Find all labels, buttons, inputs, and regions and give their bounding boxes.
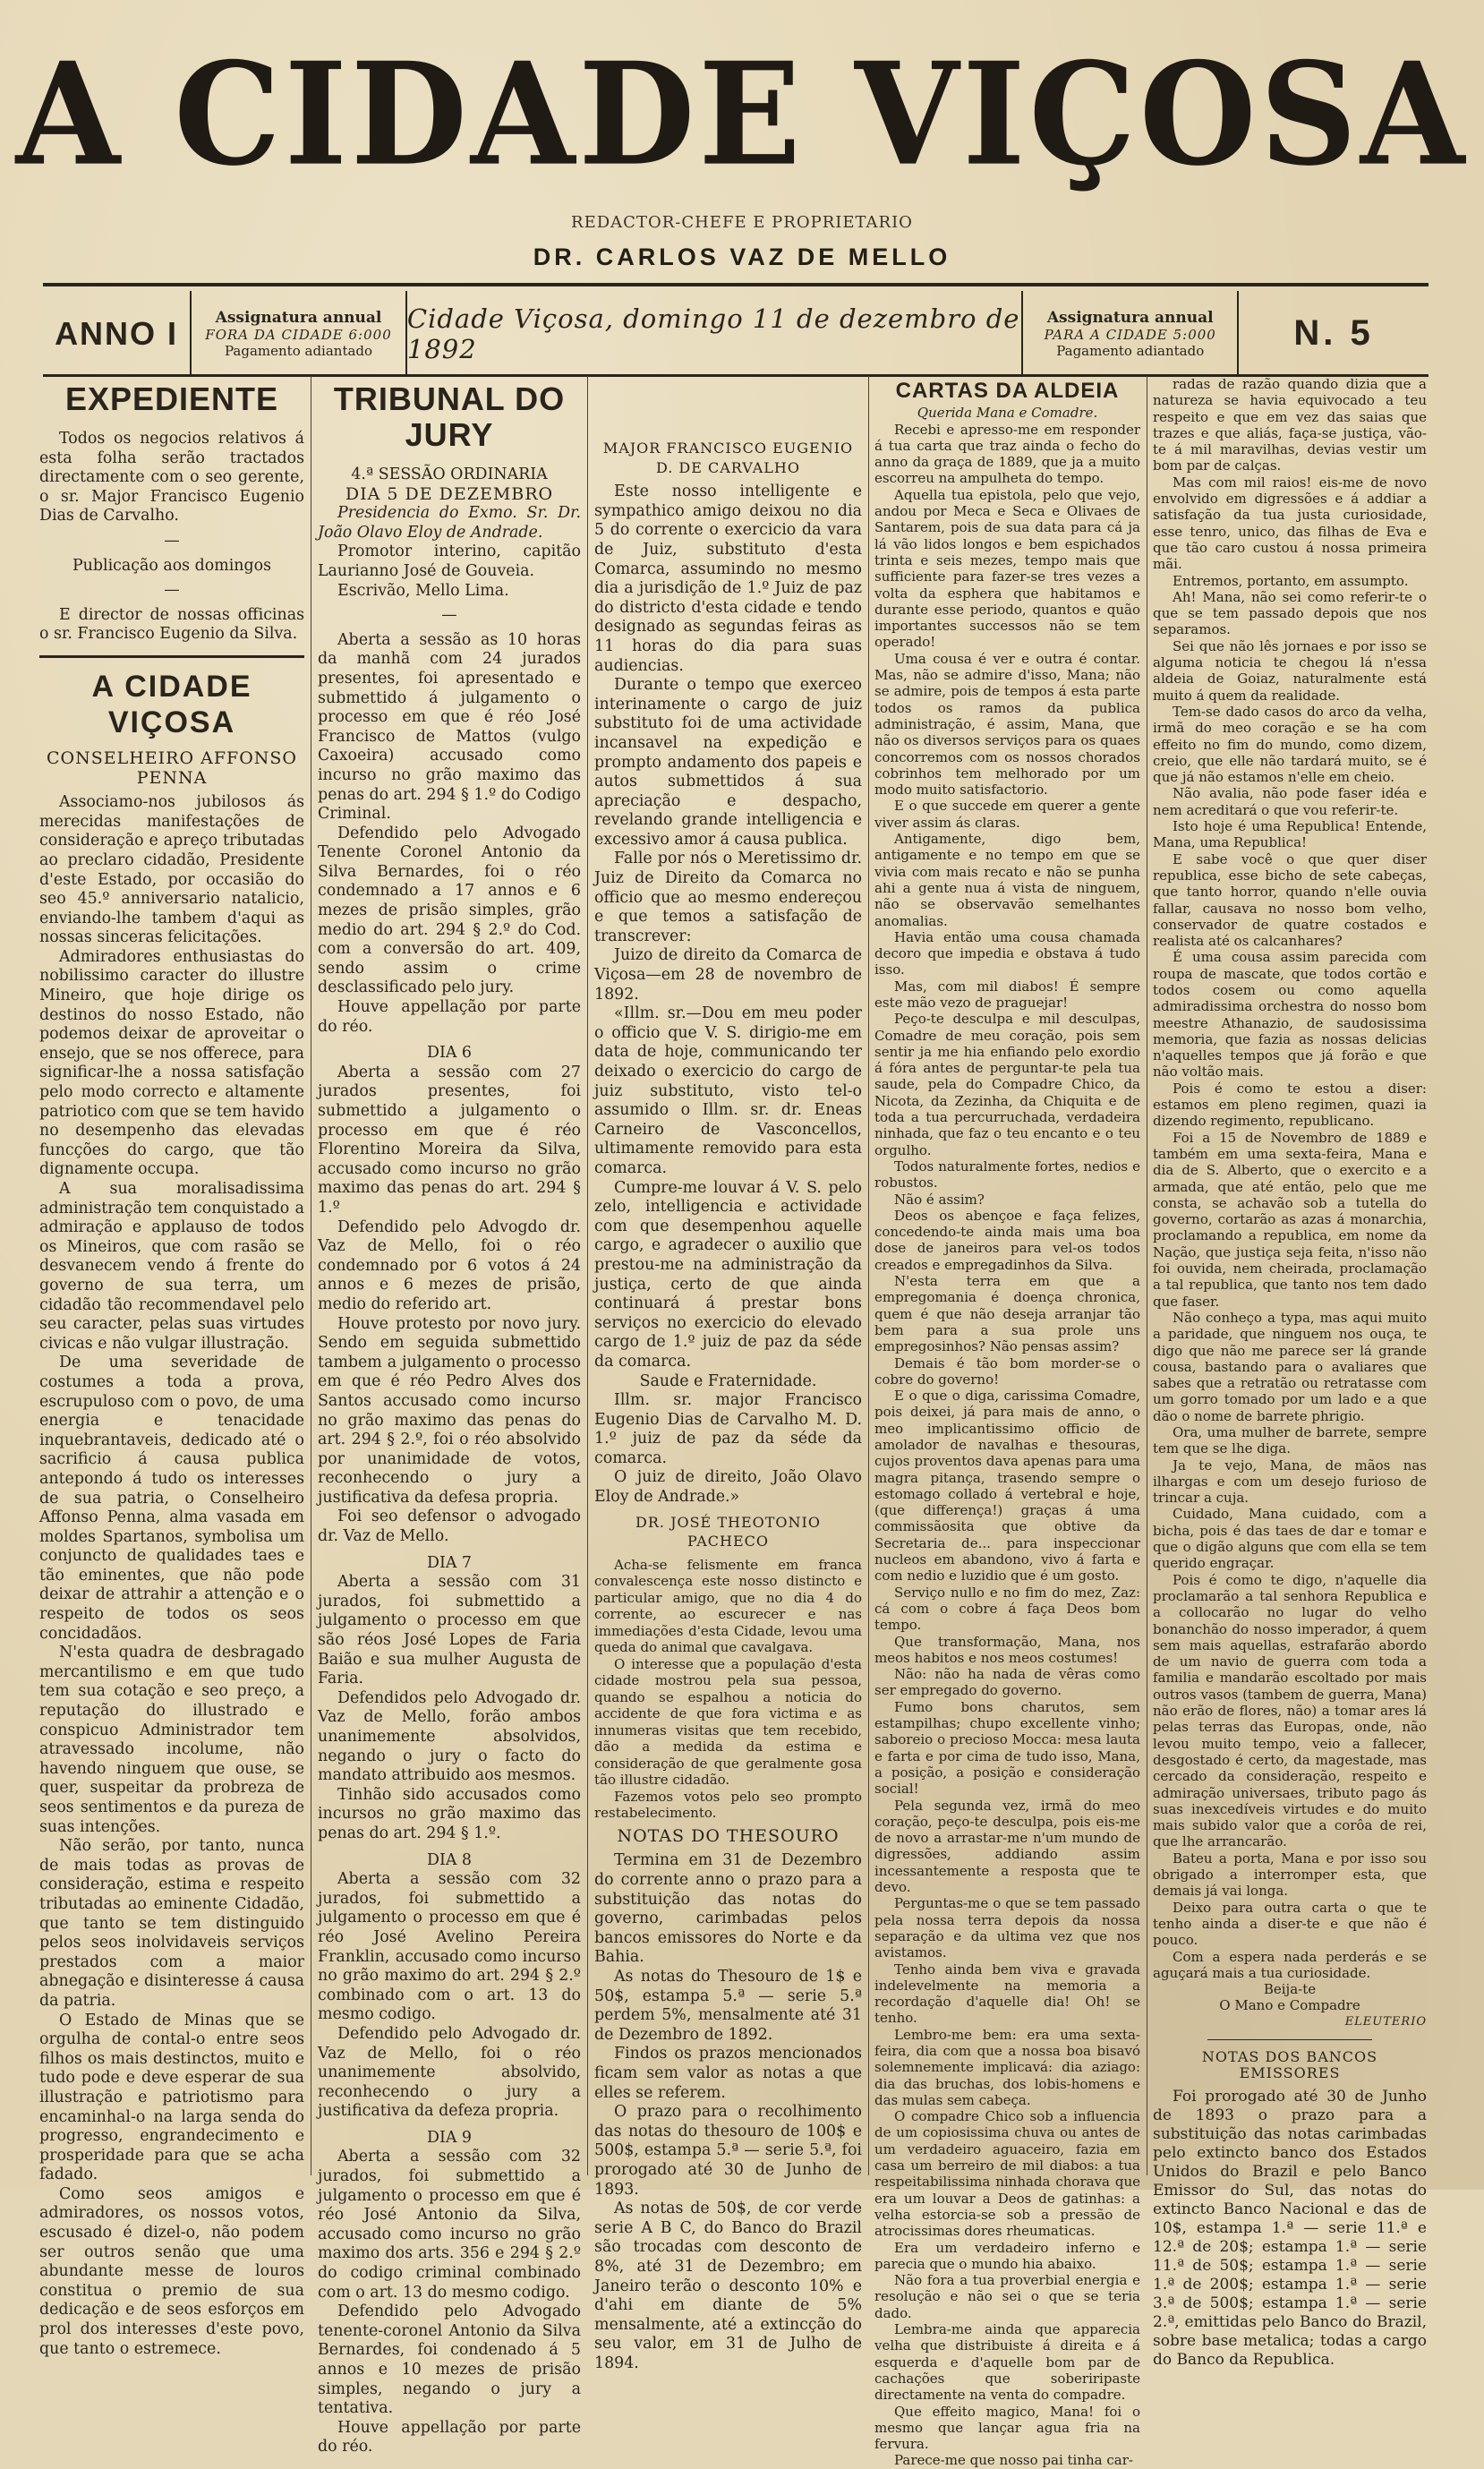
paragraph: O juiz de direito, João Olavo Eloy de Andrade.»	[594, 1468, 862, 1507]
paragraph: Pois é como te digo, n'aquelle dia proclamarão a tal senhora Republica e a collocarão no lugar do velho bonanchão do nosso imperador, á quem sem mais aquellas, estrafarão abordo de um navio de guerra com toda a familia e mandarão escoltado por mais outros vasos (tambem de guerra, Mana) não erão de flores, não) a tomar ares lá pelas terras das Europas, onde, não levou muito tempo, veio a fallecer, desgostado é certo, da magestade, mas cercado da consideração, respeito e admiração universaes, tributo pago ás suas inexcedíveis virtudes e do muito mais subido valor que a corôa de rei, que lhe arrancarão.	[1153, 1571, 1427, 1850]
paragraph: Tem-se dado casos do arco da velha, irmã do meo coração e se ha com effeito no fim do mundo, como dizem, creio, que elle não tardará muito, se é que já não estamos n'elle em cheio.	[1153, 703, 1427, 786]
subscription-left-title: Assignatura annual	[215, 308, 382, 327]
paragraph: Defendido pelo Advogado tenente-coronel Antonio da Silva Bernardes, foi condenado á 5 annos e 10 mezes de prisão simples, negando o jury a tentativa.	[318, 2302, 581, 2418]
paragraph: O interesse que a população d'esta cidade mostrou pela sua pessoa, quando se espalhou a noticia do accidente de que fora victima e as innumeras visitas que tem recebido, dão a medida da estima e consideração de que geralmente gosa tão illustre cidadão.	[594, 1655, 862, 1789]
column-3	[594, 376, 862, 2372]
paragraph: Houve protesto por novo jury. Sendo em seguida submettido tambem a julgamento o processo em que é réo Pedro Alves dos Santos accusado como incurso no grão maximo das penas do art. 294 § 2.º, foi o réo absolvido por unanimidade de votos, reconhecendo o jury a justificativa da defesa propria.	[318, 1314, 581, 1507]
anno-cell	[43, 291, 192, 376]
issue-number: N. 5	[1293, 313, 1374, 353]
paragraph: Recebi e apresso-me em responder á tua carta que traz ainda o fecho do anno da graça de 1889, que ja a muito escorreu na ampulheta do tempo.	[874, 421, 1140, 487]
separator	[1207, 2039, 1372, 2040]
paragraph: Illm. sr. major Francisco Eugenio Dias de Carvalho M. D. 1.º juiz de paz da séde da comarca.	[594, 1391, 862, 1467]
separator: —	[164, 531, 180, 550]
paragraph: Tenho ainda bem viva e gravada indelevelmente na memoria a recordação d'aquelle dia! Oh! se tenho.	[874, 1961, 1140, 2027]
paragraph: Que transformação, Mana, nos meos habitos e nos meos costumes!	[874, 1633, 1140, 1666]
paragraph: Pois é como te estou a diser: estamos em pleno regimen, quazi ia dizendo regimento, republicano.	[1153, 1080, 1427, 1130]
issue-date: Cidade Viçosa, domingo 11 de dezembro de 1892	[406, 303, 1020, 364]
paragraph: Defendido pelo Advogdo dr. Vaz de Mello, foi o réo condemnado por 6 votos á 24 annos e 6 mezes de prisão, medio do referido art.	[318, 1217, 581, 1313]
column-2	[318, 376, 581, 2456]
paragraph: Falle por nós o Meretissimo dr. Juiz de Direito da Comarca no officio que ao mesmo endereçou e que temos a satisfação de transcrever:	[594, 850, 862, 945]
paragraph: Juizo de direito da Comarca de Viçosa—em 28 de novembro de 1892.	[594, 946, 862, 1004]
subscription-left	[192, 291, 407, 376]
paragraph: Sei que não lês jornaes e por isso se alguma noticia te chegou lá n'essa aldeia de Goiaz, naturalmente está muito á quem da realidade.	[1153, 637, 1427, 704]
column-rule	[868, 376, 869, 2175]
paragraph: Foi seo defensor o advogado dr. Vaz de Mello.	[318, 1508, 581, 1546]
paragraph: E o que o diga, carissima Comadre, pois deixei, já para mais de anno, o meo implicantissimo officio de amolador de navalhas e thesouras, cujos proventos dava apenas para uma magra pitança, trasendo sempre o estomago collado á vertebral e hoje, (que differença!) graças á uma commissãosita que obtive da Secretaria de... para inspeccionar nucleos em abandono, vivo á farta e com nedio e luzidio que é um gosto.	[874, 1388, 1140, 1585]
paragraph: Cumpre-me louvar á V. S. pelo zelo, intelligencia e actividade com que desempenhou aquelle cargo, e agradecer o auxilio que prestou-me na administração da justiça, certo de que ainda continuará á prestar bons serviços no exercicio do elevado cargo de 1.º juiz de paz da séde da comarca.	[594, 1178, 862, 1371]
paragraph: Aquella tua epistola, pelo que vejo, andou por Meca e Seca e Olivaes de Santarem, pois de sua data para cá ja lá vão lidos longos e bem espichados trinta e seis mezes, tempo mais que sufficiente para fazer-se tres vezes a volta da esphera que habitamos e durante esse periodo, quantos e quão importantes successos não se tem operado!	[874, 486, 1140, 651]
top-rule	[43, 283, 1429, 286]
paragraph: O Estado de Minas que se orgulha de contal-o entre seos filhos os mais destinctos, muito e tudo pode e deve esperar de sua illustração e patriotismo para encaminhal-o na larga senda do progresso, engrandecimento e prosperidade para que se acha fadado.	[39, 2011, 304, 2184]
column-rule	[587, 376, 588, 2175]
cartas-heading: CARTAS DA ALDEIA	[895, 379, 1120, 403]
paragraph: Entremos, portanto, em assumpto.	[1173, 572, 1409, 589]
session-label: 4.ª SESSÃO ORDINARIA	[351, 466, 548, 483]
paragraph: Não é assim?	[894, 1191, 985, 1208]
day-heading: DIA 5 DE DEZEMBRO	[345, 483, 554, 504]
paragraph: Todos os negocios relativos á esta folha serão tractados directamente com o seo gerente, o sr. Major Francisco Eugenio Dias de Carvalho.	[39, 430, 304, 525]
paragraph: Este nosso intelligente e sympathico amigo deixou no dia 5 do corrente o exercicio da vara de Juiz, substituto d'esta Comarca, assumindo no mesmo dia a jurisdição de 1.º Juiz de paz do districto d'esta cidade e tendo designado as segundas feiras as 11 horas do dia para suas audiencias.	[594, 483, 862, 675]
section-heading: A CIDADE VIÇOSA	[91, 669, 252, 739]
date-cell	[407, 291, 1023, 376]
article-heading: MAJOR FRANCISCO EUGENIO D. DE CARVALHO	[602, 440, 854, 476]
paragraph: Promotor interino, capitão Laurianno José de Gouveia.	[318, 542, 581, 580]
salutation: Querida Mana e Comadre.	[917, 405, 1098, 422]
paragraph: Isto hoje é uma Republica! Entende, Mana, uma Republica!	[1153, 818, 1427, 851]
paragraph: Cuidado, Mana cuidado, com a bicha, pois é das taes de dar e tomar e que o digão alguns que com ella se tem querido engraçar.	[1153, 1506, 1427, 1572]
paragraph: radas de razão quando dizia que a natureza se havia equivocado a teu respeito e que em vez das saias que trazes e que aliás, faça-se justiça, vão-te á mil maravilhas, devias vestir um bom par de calças.	[1153, 376, 1427, 474]
paragraph: Mas, com mil diabos! É sempre este mão vezo de praguejar!	[874, 978, 1140, 1011]
paragraph: Fumo bons charutos, sem estampilhas; chupo excellente vinho; saboreio o precioso Mocca: mesa lauta e farta e por cima de tudo isso, Mana, a posição, a posição e consideração social!	[874, 1698, 1140, 1798]
paragraph: Serviço nullo e no fim do mez, Zaz: cá com o cobre á faça Deos bom tempo.	[874, 1584, 1140, 1634]
paragraph: Não serão, por tanto, nunca de mais todas as provas de consideração, estima e respeito tributadas ao eminente Cidadão, que tanto se tem distinguido pelos seos inolvidaveis serviços prestados com a maior abnegação e disinteresse á causa da patria.	[39, 1837, 304, 2010]
paragraph: Deos os abençoe e faça felizes, concedendo-te ainda mais uma boa dose de janeiros para vel-os todos creados e empregadinhos da Silva.	[874, 1207, 1140, 1273]
separator: —	[164, 581, 180, 600]
paragraph: Houve appellação por parte do réo.	[318, 2418, 581, 2456]
number-cell	[1239, 291, 1429, 376]
paragraph: Presidencia do Exmo. Sr. Dr. João Olavo Eloy de Andrade.	[318, 504, 581, 542]
paragraph: O compadre Chico sob a influencia de um copiosissima chuva ou antes de um verdadeiro aguaceiro, fazia em casa um berreiro de mil diabos: a tua respeitabilissima ninhada chorava que era um louvar a Deos de gatinhas: a velha estorcia-se sob a pressão de atrocissimas dores rheumaticas.	[874, 2108, 1140, 2240]
paragraph: Ja te vejo, Mana, de mãos nas ilhargas e com um desejo furioso de trincar a cuja.	[1153, 1457, 1427, 1507]
section-rule	[39, 655, 304, 658]
paragraph: Parece-me que nosso pai tinha car-	[894, 2452, 1133, 2469]
article-heading: NOTAS DO THESOURO	[617, 1825, 840, 1846]
day-heading: DIA 7	[427, 1553, 472, 1572]
paragraph: Defendidos pelo Advogado dr. Vaz de Mello, forão ambos unanimemente absolvidos, negando o jury o facto do mandato attribuido aos mesmos.	[318, 1688, 581, 1785]
day-heading: DIA 9	[427, 2128, 472, 2147]
subscription-right	[1023, 291, 1239, 376]
paragraph: E sabe você o que quer diser republica, esse bicho de sete cabeças, que tanto horror, quando n'elle ouvia fallar, causava no nosso bom velho, conservador de quatre costados e realista até os calcanhares?	[1153, 850, 1427, 950]
paragraph: Foi prorogado até 30 de Junho de 1893 o prazo para a substituição das notas carimbadas pelo extincto banco dos Estados Unidos do Brazil e pelo Banco Emissor do Sul, das notas do extincto Banco Nacional e das de 10$, estampa 1.ª — serie 11.ª e 12.ª de 20$; estampa 1.ª — serie 11.ª de 50$; estampa 1.ª — serie 1.ª de 200$; estampa 1.ª — serie 3.ª de 500$; estampa 1.ª — serie 2.ª, emittidas pelo Banco do Brazil, sobre base metalica; todas a cargo do Banco da Republica.	[1153, 2087, 1427, 2369]
paragraph: Ah! Mana, não sei como referir-te o que se tem passado depois que nos separamos.	[1153, 588, 1427, 638]
subscription-left-price: FORA DA CIDADE 6:000	[205, 326, 392, 343]
paragraph: Admiradores enthusiastas do nobilissimo caracter do illustre Mineiro, que hoje dirige os destinos do nosso Estado, não podemos deixar de aproveitar o ensejo, que se nos offerece, para significar-lhe a nossa satisfação pelo modo correcto e altamente patriotico com que se tem havido no desempenho das elevadas funcções do cargo, que tão dignamente occupa.	[39, 947, 304, 1179]
column-4	[874, 376, 1140, 2469]
paragraph: Aberta a sessão com 32 jurados, foi submettido a julgamento o processo em que é réo José Avelino Pereira Franklin, accusado como incurso no grão maximo do art. 294 § 2.º combinado com o art. 13 do mesmo codigo.	[318, 1870, 581, 2024]
paragraph: E o que succede em querer a gente viver assim ás claras.	[874, 798, 1140, 831]
signature: ELEUTERIO	[1344, 2014, 1427, 2029]
column-1	[39, 376, 304, 2358]
separator: —	[441, 606, 457, 625]
paragraph: N'esta quadra de desbragado mercantilismo e em que tudo tem sua cotação e seo preço, a reputação do illustrado e conspicuo Administrador tem atravessado incolume, não havendo ninguem que ouse, se quer, suspeitar da probreza de seos sentimentos e da pureza de suas intenções.	[39, 1644, 304, 1836]
subscription-right-price: PARA A CIDADE 5:000	[1044, 326, 1216, 343]
paragraph: As notas do Thesouro de 1$ e 50$, estampa 5.ª — serie 5.ª perdem 5%, mensalmente até 31 de Dezembro de 1892.	[594, 1968, 862, 2044]
paragraph: Demais é tão bom morder-se o cobre do governo!	[874, 1354, 1140, 1388]
paragraph: As notas de 50$, de cor verde serie A B C, do Banco do Brazil são trocadas com desconto de 8%, até 31 de Dezembro; em Janeiro terão o desconto 10% e d'ahi em diante de 5% mensalmente, até a extincção do seu valor, em 31 de Julho de 1894.	[594, 2200, 862, 2372]
paragraph: Havia então uma cousa chamada decoro que impedia e obstava á tudo isso.	[874, 928, 1140, 978]
paragraph: Perguntas-me o que se tem passado pela nossa terra depois da nossa separação e da ultima vez que nos avistamos.	[874, 1895, 1140, 1961]
subscription-right-payment: Pagamento adiantado	[1056, 342, 1205, 359]
tribunal-heading: TRIBUNAL DO JURY	[333, 380, 566, 453]
paragraph: N'esta terra em que a empregomania é doença chronica, quem é que não deseja arranjar tão bem para a sua prole uns empregosinhos? Não pensas assim?	[874, 1273, 1140, 1355]
paragraph: Não fora a tua proverbial energia e resolução e não sei o que se teria dado.	[874, 2272, 1140, 2321]
paragraph: Findos os prazos mencionados ficam sem valor as notas a que elles se referem.	[594, 2045, 862, 2102]
info-bar	[43, 291, 1429, 376]
paragraph: Deixo para outra carta o que te tenho ainda a diser-te e que não é pouco.	[1153, 1899, 1427, 1949]
paragraph: Acha-se felismente em franca convalescença este nosso distincto e particular amigo, que no dia 4 do corrente, ao escurecer e nas immediações d'esta Cidade, levou uma queda do animal que cavalgava.	[594, 1556, 862, 1656]
paragraph: «Illm. sr.—Dou em meu poder o officio que V. S. dirigio-me em data de hoje, communicando ter deixado o exercicio do cargo de juiz substituto, visto tel-o assumido o Illm. sr. dr. Eneas Carneiro de Vasconcellos, ultimamente removido para esta comarca.	[594, 1004, 862, 1177]
paragraph: Saude e Fraternidade.	[639, 1371, 817, 1390]
paragraph: Defendido pelo Advogado Tenente Coronel Antonio da Silva Bernardes, foi o réo condemnado a 17 annos e 6 mezes de prisão simples, grão medio do art. 294 § 2.º do Cod. com a conversão do art. 409, sendo assim o crime desclassificado pelo jury.	[318, 824, 581, 997]
paragraph: Era um verdadeiro inferno e parecia que o mundo hia abaixo.	[874, 2239, 1140, 2272]
subscription-right-title: Assignatura annual	[1046, 308, 1214, 327]
closing: O Mano e Compadre	[1219, 1997, 1360, 2014]
paragraph: E director de nossas officinas o sr. Francisco Eugenio da Silva.	[39, 605, 304, 644]
paragraph: Que effeito magico, Mana! foi o mesmo que lançar agua fria na fervura.	[874, 2403, 1140, 2453]
paragraph: Foi a 15 de Novembro de 1889 e também em uma sexta-feira, Mana e dia de S. Alberto, que o exercito e a armada, que até então, pelo que me consta, se achavão sob a tutella do governo, cortarão as azas á monarchia, proclamando a republica, em nome da Nação, que justiça seja feita, n'isso não foi ouvida, nem cheirada, proclamação a tal republica, que tanto nos tem dado que faser.	[1153, 1129, 1427, 1310]
paragraph: Aberta a sessão com 27 jurados presentes, foi submettido a julgamento o processo em que é réo Florentino Moreira da Silva, accusado como incurso no grão maximo das penas do art. 294 § 1.º	[318, 1063, 581, 1217]
paragraph: Aberta a sessão com 31 jurados, foi submettido a julgamento o processo em que são réos José Lopes de Faria Baião e sua mulher Augusta de Faria.	[318, 1573, 581, 1688]
column-5	[1153, 376, 1427, 2369]
day-heading: DIA 6	[427, 1044, 472, 1063]
paragraph: Tinhão sido accusados como incursos no grão maximo das penas do art. 294 § 1.º.	[318, 1785, 581, 1842]
paragraph: O prazo para o recolhimento das notas do thesouro de 100$ e 500$, estampa 5.ª — serie 5.ª, foi prorogado até 30 de Junho de 1893.	[594, 2103, 862, 2199]
paragraph: Lembra-me ainda que apparecia velha que distribuiste á direita e á esquerda e d'aquelle bom par de cachações que soberiripaste directamente na venta do compadre.	[874, 2321, 1140, 2404]
paragraph: A sua moralisadissima administração tem conquistado a admiração e applauso de todos os Mineiros, que com rasão se desvanecem vendo á frente do governo de sua terra, um cidadão tão recommendavel pelo seu caracter, pelas suas virtudes civicas e não vulgar illustração.	[39, 1180, 304, 1353]
day-heading: DIA 8	[427, 1850, 472, 1869]
paragraph: Ora, uma mulher de barrete, sempre tem que se lhe diga.	[1153, 1424, 1427, 1457]
paragraph: Lembro-me bem: era uma sexta-feira, dia com que a nossa boa bisavó solemnemente implicavá: dia aziago: dia das bruchas, dos lobis-homens e das mulas sem cabeça.	[874, 2026, 1140, 2108]
paragraph: Bateu a porta, Mana e por isso sou obrigado a interromper esta, que demais já vai longa.	[1153, 1850, 1427, 1900]
paragraph: Aberta a sessão as 10 horas da manhã com 24 jurados presentes, foi apresentado e submettido á julgamento o processo em que é réo José Francisco de Mattos (vulgo Caxoeira) accusado como incurso no grão maximo das penas do art. 294 § 1.º do Codigo Criminal.	[318, 630, 581, 824]
paragraph: Todos naturalmente fortes, nedios e robustos.	[874, 1158, 1140, 1192]
paragraph: Pela segunda vez, irmã do meo coração, peço-te desculpa, pois eis-me de novo a arrastar-me n'um mundo de digressões, addiando assim incessantemente a resposta que te devo.	[874, 1797, 1140, 1896]
article-heading: CONSELHEIRO AFFONSO PENNA	[47, 748, 297, 788]
editor-label: REDACTOR-CHEFE E PROPRIETARIO	[571, 213, 913, 232]
paragraph: De uma severidade de costumes a toda a prova, escrupuloso com o povo, de uma energia e tenacidade inquebrantaveis, dedicado até o sacrificio á causa publica antepondo á tudo os interesses de sua patria, o Conselheiro Affonso Penna, alma vasada em moldes Spartanos, symbolisa um conjuncto de qualidades taes e tão eminentes, que não pode deixar de attrahir a attenção e o respeito de todos os seos concidadãos.	[39, 1354, 304, 1643]
paragraph: É uma cousa assim parecida com roupa de mascate, que todos cortão e todos cosem ou como aquella admiradissima orchestra do nosso bom meestre Athanazio, de saudosissima memoria, que fazia as nossas delicias n'aquelles tempos que já forão e que não voltão mais.	[1153, 949, 1427, 1081]
paragraph: Uma cousa é ver e outra é contar. Mas, não se admire d'isso, Mana; não se admire, pois de tempos á esta parte todos os ramos da publica administração, é assim, Mana, que não os diversos serviços para os quaes concorremos com os nossos chorados cobrinhos tem melhorado por um modo muito satisfactorio.	[874, 650, 1140, 799]
paragraph: Houve appellação por parte do réo.	[318, 998, 581, 1036]
article-heading: NOTAS DOS BANCOS EMISSORES	[1201, 2047, 1378, 2082]
paragraph: Antigamente, digo bem, antigamente e no tempo em que se vivia com mais recato e não se punha ahi a gente nua á vista de ninguem, não se observavão semelhantes anomalias.	[874, 831, 1140, 929]
closing: Beija-te	[1263, 1981, 1317, 1998]
paragraph: Não: não ha nada de vêras como ser empregado do governo.	[874, 1666, 1140, 1699]
paragraph: Mas com mil raios! eis-me de novo envolvido em digressões e á addiar a satisfação da tua justa curiosidade, esse tenro, unico, das filhas de Eva e que tão caro custou á nossa primeira mãi.	[1153, 474, 1427, 573]
paragraph: Publicação aos domingos	[72, 556, 272, 575]
paragraph: Escrivão, Mello Lima.	[337, 581, 509, 600]
article-heading: DR. JOSÉ THEOTONIO PACHECO	[635, 1513, 821, 1551]
paragraph: Fazemos votos pelo seo prompto restabelecimento.	[594, 1788, 862, 1822]
paragraph: Não conheço a typa, mas aqui muito a paridade, que ninguem nos ouça, te digo que não me parece ser lá grande cousa, bastando para o avaliares que sabes que a retratão ou retratasse com um gorro tomado por um lado e a que dão o nome de barrete phrigio.	[1153, 1309, 1427, 1424]
paragraph: Termina em 31 de Dezembro do corrente anno o prazo para a substituição das notas do governo, carimbadas pelos bancos emissores do Norte e da Bahia.	[594, 1851, 862, 1967]
paragraph: Com a espera nada perderás e se aguçará mais a tua curiosidade.	[1153, 1948, 1427, 1981]
paragraph: Defendido pelo Advogado dr. Vaz de Mello, foi o réo unanimemente absolvido, reconhecendo o jury a justificativa da defeza propria.	[318, 2024, 581, 2121]
anno-label: ANNO I	[55, 314, 179, 352]
paragraph: Associamo-nos jubilosos ás merecidas manifestações de consideração e apreço tributadas ao preclaro cidadão, Presidente d'este Estado, por occasião do seo 45.º anniversario natalicio, enviando-lhe tambem d'aqui as nossas sinceras felicitações.	[39, 793, 304, 947]
paragraph: Como seos amigos e admiradores, os nossos votos, escusado é dizel-o, não podem ser outros senão que uma abundante messe de louros constitua o premio de sua dedicação e de seos esforços em prol dos interesses d'este povo, que tanto o estremece.	[39, 2184, 304, 2358]
paragraph: Durante o tempo que exerceo interinamente o cargo de juiz substituto foi de uma actividade incansavel na expedição e prompto andamento dos papeis e autos submettidos á sua apreciação e despacho, revelando grande intelligencia e excessivo amor á causa publica.	[594, 676, 862, 849]
paragraph: Peço-te desculpa e mil desculpas, Comadre de meu coração, pois sem sentir ja me hia enfiando pelo exordio á fóra antes de perguntar-te pela tua saude, pela do Compadre Chico, da Nicota, da Zezinha, da Chiquita e de toda a tua percurruchada, verdadeira ninhada, que faz o teu encanto e o teu orgulho.	[874, 1011, 1140, 1158]
paragraph: Não avalia, não pode faser idéa e nem acreditará o que vou referir-te.	[1153, 785, 1427, 818]
expediente-heading: EXPEDIENTE	[64, 380, 279, 417]
masthead-title: A CIDADE VIÇOSA	[15, 31, 1469, 198]
paragraph: Aberta a sessão com 32 jurados, foi submettido a julgamento o processo em que é réo José Antonio da Silva, accusado como incurso no grão maximo dos arts. 356 e 294 § 2.º do codigo criminal combinado com o art. 13 do mesmo codigo.	[318, 2148, 581, 2302]
editor-name: DR. CARLOS VAZ DE MELLO	[533, 243, 951, 270]
subscription-left-payment: Pagamento adiantado	[225, 342, 373, 359]
